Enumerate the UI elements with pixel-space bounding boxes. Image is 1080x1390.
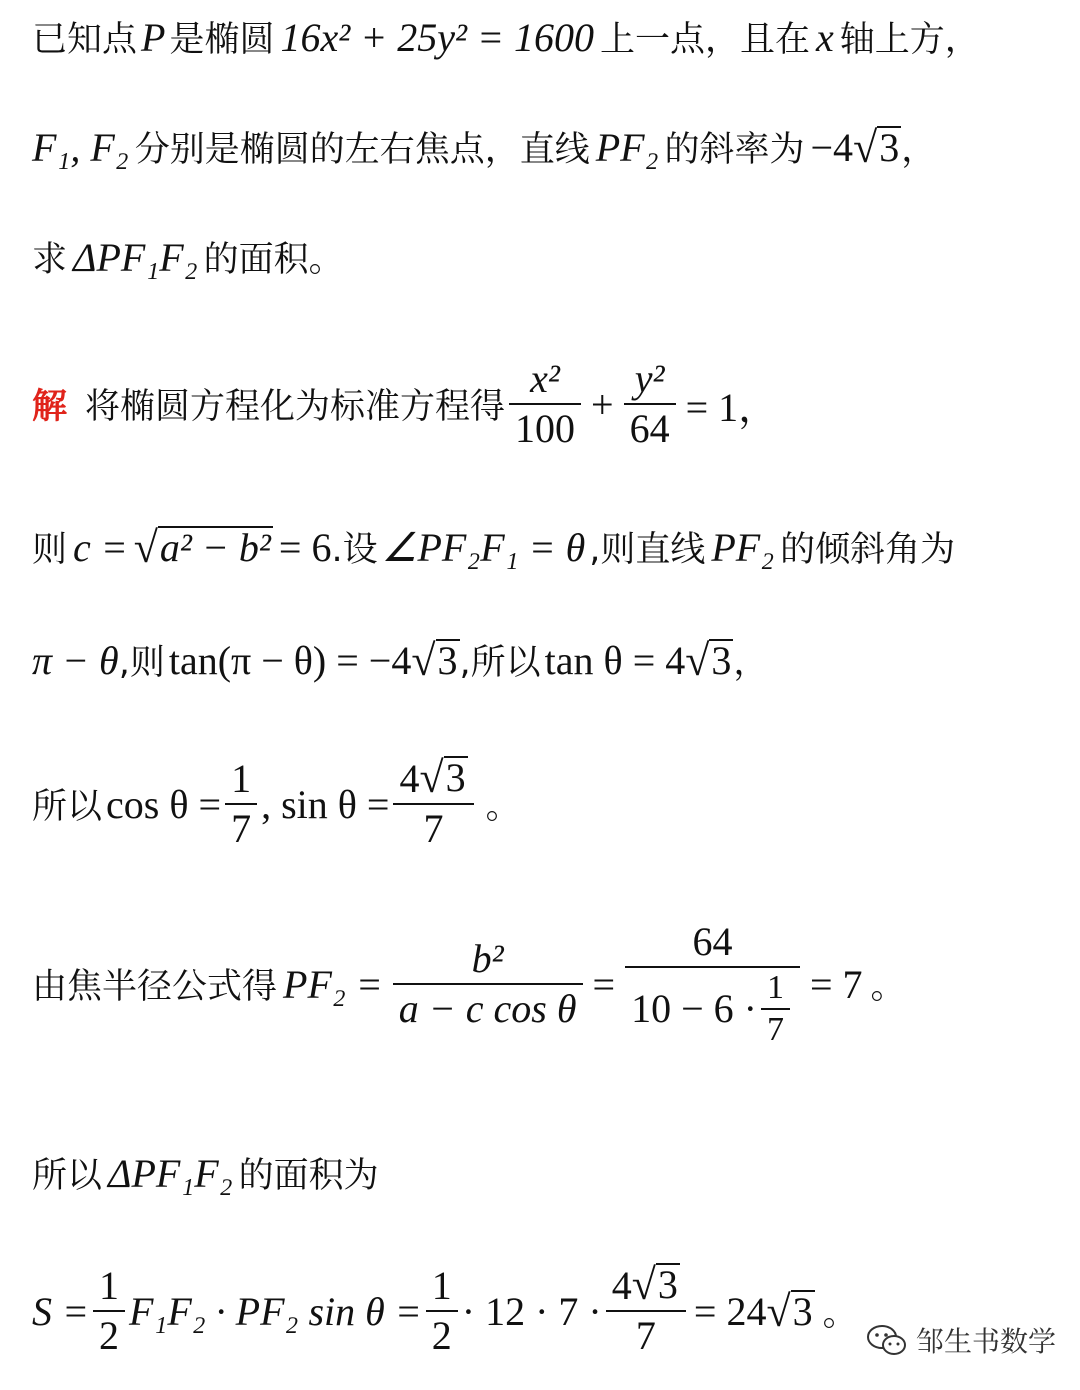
solution-step-7: S = $\frac{1}{2}$ F₁F₂ · PF₂ sin θ = $\frac{1}{2}$ · 12 · 7 · 4 √ 3 7 = 24 √ 3 。 xyxy=(32,1260,858,1358)
fraction-64-over-denominator: 64 10 − 6 · $\frac{1}{7}$ xyxy=(625,918,800,1050)
sqrt-expression: √ 3 xyxy=(411,636,458,685)
sqrt-expression: √ 3 xyxy=(853,123,900,172)
watermark-text: 邹生书数学 xyxy=(915,1325,1056,1358)
solution-step-3: π − θ ,则 tan(π − θ) = −4 √ 3 ,所以 tan θ = 4 √ 3 ， xyxy=(32,636,769,685)
sqrt-expression: √ a² − b² xyxy=(133,523,271,572)
fraction-one-half: $\frac{1}{2}$ xyxy=(426,1262,458,1360)
problem-line-3: 求 ΔPF₁F₂ 的面积。 xyxy=(32,234,344,280)
sqrt-expression: √ 3 xyxy=(766,1287,813,1336)
sqrt-expression: √ 3 xyxy=(685,636,732,685)
problem-line-1: 已知点 P 是椭圆 16x² + 25y² = 1600 上一点，且在 x 轴上方， xyxy=(32,14,980,60)
wechat-icon xyxy=(866,1324,908,1356)
fraction-4root3-7: 4 √ 3 7 xyxy=(393,755,473,853)
fraction-x2-100: $\frac{\text{x²}}{100}$ xyxy=(509,355,581,453)
solution-step-4: 所以 cos θ = $\frac{1}{7}$ , sin θ = 4 √ 3 7 。 xyxy=(32,753,521,851)
solution-step-1: 解 将椭圆方程化为标准方程得 $\frac{\text{x²}}{100}$ + $\frac{\text{y²}}{64}$ = 1， xyxy=(32,356,779,451)
watermark xyxy=(866,1320,1056,1360)
fraction-4root3-7: 4 √ 3 7 xyxy=(606,1262,686,1360)
problem-line-2: F₁, F₂ 分别是椭圆的左右焦点，直线 PF₂ 的斜率为 −4 √ 3 ， xyxy=(32,123,937,172)
solution-step-5: 由焦半径公式得 PF₂ = $\frac{\text{b²}}{\text{a − c cos θ}}$ = 64 10 − 6 · $\frac{1}{7}$ = 7 。 xyxy=(32,919,906,1048)
ellipse-equation: 16x² + 25y² = 1600 xyxy=(280,14,594,60)
fraction-y2-64: $\frac{\text{y²}}{64}$ xyxy=(624,355,676,453)
solution-label: 解 xyxy=(32,387,68,427)
fraction-1-7: $\frac{1}{7}$ xyxy=(225,755,257,853)
solution-step-6: 所以 ΔPF₁F₂ 的面积为 xyxy=(32,1150,379,1196)
solution-step-2: 则 c = √ a² − b² = 6 .设 ∠PF₂F₁ = θ ,则直线 PF₂ 的倾斜角为 xyxy=(32,523,956,572)
fraction-b2-over-denominator: $\frac{\text{b²}}{\text{a − c cos θ}}$ xyxy=(393,935,583,1033)
fraction-one-half: $\frac{1}{2}$ xyxy=(93,1262,125,1360)
